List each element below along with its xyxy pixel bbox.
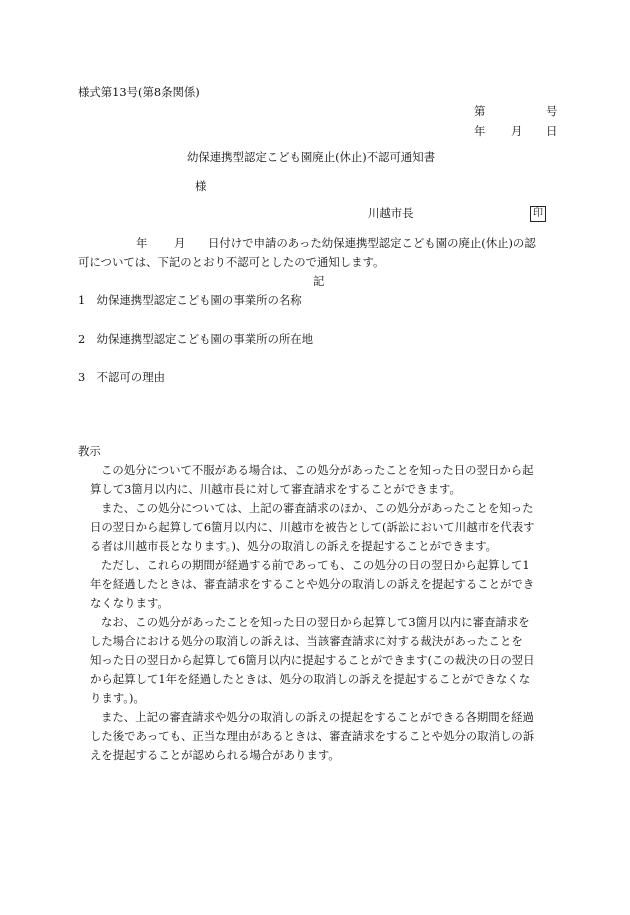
item-1: 1 幼保連携型認定こども園の事業所の名称 — [78, 293, 302, 307]
date-month: 月 — [511, 124, 523, 138]
instruction-p1-line: この処分について不服がある場合は、この処分があったことを知った日の翌日から起 — [101, 463, 534, 477]
instruction-p4-line: なお、この処分があったことを知った日の翌日から起算して3箇月以内に審査請求を — [101, 615, 530, 629]
instruction-p4-line: 知った日の翌日から起算して6箇月以内に提起することができます(この裁決の日の翌日 — [90, 653, 535, 667]
instruction-heading: 教示 — [78, 444, 101, 458]
issuer-name: 川越市長 — [368, 206, 414, 220]
item-2: 2 幼保連携型認定こども園の事業所の所在地 — [78, 332, 314, 346]
date-year: 年 — [474, 124, 486, 138]
instruction-p3-line: 年を経過したときは、審査請求をすることや処分の取消しの訴えを提起することができ — [90, 577, 535, 591]
body-line-2: 可については、下記のとおり不認可としたので通知します。 — [78, 255, 385, 269]
number-suffix: 号 — [546, 104, 558, 118]
body-line-1: 日付けで申請のあった幼保連携型認定こども園の廃止(休止)の認 — [208, 236, 536, 250]
instruction-p4-line: ります。)。 — [90, 691, 145, 705]
ki-label: 記 — [313, 274, 325, 288]
instruction-p5-line: また、上記の審査請求や処分の取消しの訴えの提起をすることができる各期間を経過 — [101, 710, 534, 724]
body-year: 年 — [136, 236, 148, 250]
instruction-p1-line: 算して3箇月以内に、川越市長に対して審査請求をすることができます。 — [90, 482, 461, 496]
instruction-p3-line: ただし、これらの期間が経過する前であっても、この処分の日の翌日から起算して1 — [101, 558, 530, 572]
instruction-p4-line: から起算して1年を経過したときは、処分の取消しの訴えを提起することができなくな — [90, 672, 531, 686]
instruction-p2-line: 日の翌日から起算して6箇月以内に、川越市を被告として(訴訟において川越市を代表す — [90, 520, 535, 534]
instruction-p3-line: なくなります。 — [90, 596, 169, 610]
instruction-p5-line: した後であっても、正当な理由があるときは、審査請求をすることや処分の取消しの訴 — [90, 729, 535, 743]
instruction-p4-line: した場合における処分の取消しの訴えは、当該審査請求に対する裁決があったことを — [90, 634, 523, 648]
item-3: 3 不認可の理由 — [78, 370, 165, 384]
date-day: 日 — [546, 124, 558, 138]
seal-mark: 印 — [530, 206, 546, 222]
form-number: 様式第13号(第8条関係) — [78, 85, 200, 99]
addressee-suffix: 様 — [195, 179, 207, 193]
instruction-p2-line: る者は川越市長となります。)、処分の取消しの訴えを提起することができます。 — [90, 539, 497, 553]
instruction-p5-line: えを提起することが認められる場合があります。 — [90, 748, 340, 762]
document-title: 幼保連携型認定こども園廃止(休止)不認可通知書 — [187, 150, 436, 164]
number-prefix: 第 — [474, 104, 486, 118]
instruction-p2-line: また、この処分については、上記の審査請求のほか、この処分があったことを知った — [101, 501, 534, 515]
body-month: 月 — [174, 236, 186, 250]
